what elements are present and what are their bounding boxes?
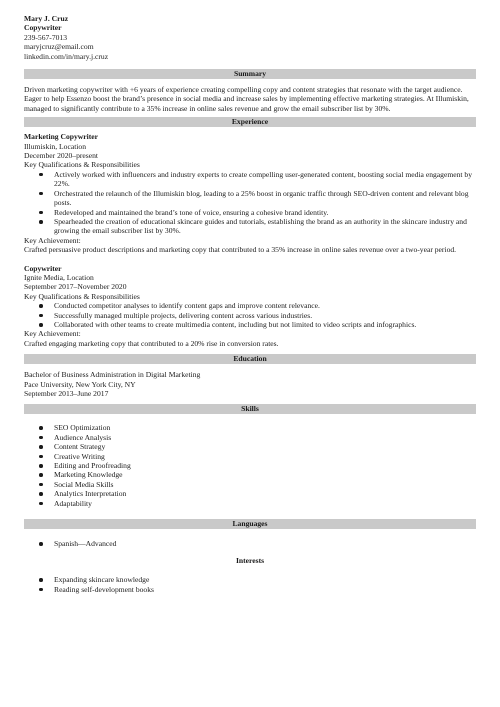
list-item: SEO Optimization: [54, 423, 476, 432]
achievement-label: Key Achievement:: [24, 329, 81, 339]
job-entry: [24, 132, 476, 254]
interests-heading: Interests: [235, 556, 265, 566]
list-item: Expanding skincare knowledge: [54, 575, 476, 584]
job-entry: [24, 264, 476, 349]
list-item: Spearheaded the creation of educational skincare guides and tutorials, establishing the brand as an authority in the skincare industry and growing the email subscriber list by 30%.: [54, 217, 476, 236]
list-item: Social Media Skills: [54, 480, 476, 489]
linkedin-url: linkedin.com/in/mary.j.cruz: [24, 51, 109, 61]
list-item: Creative Writing: [54, 452, 476, 461]
achievement-text: Crafted engaging marketing copy that contributed to a 20% rise in conversion rates.: [24, 338, 279, 348]
qualifications-label: Key Qualifications & Responsibilities: [24, 291, 140, 301]
qualifications-label: Key Qualifications & Responsibilities: [24, 160, 140, 170]
list-item: Adaptability: [54, 499, 476, 508]
resume-header: [24, 14, 476, 61]
summary-heading: Summary: [24, 69, 476, 79]
job-company: Ignite Media, Location: [24, 272, 94, 282]
achievement-label: Key Achievement:: [24, 235, 81, 245]
list-item: Actively worked with influencers and industry experts to create compelling user-generated content, boosting social media engagement by 22%.: [54, 170, 476, 189]
list-item: Marketing Knowledge: [54, 470, 476, 479]
job-dates: September 2017–November 2020: [24, 282, 127, 292]
education-entry: [24, 370, 476, 398]
list-item: Content Strategy: [54, 442, 476, 451]
achievement-text: Crafted persuasive product descriptions and marketing copy that contributed to a 35% increase in online sales revenue over a two-year period.: [24, 245, 457, 255]
languages-heading: Languages: [24, 519, 476, 529]
interests-list: [24, 575, 476, 594]
list-item: Orchestrated the relaunch of the Illumiskin blog, leading to a 25% boost in organic traffic through SEO-driven content and relevant blog posts.: [54, 189, 476, 208]
applicant-name: Mary J. Cruz: [24, 14, 69, 23]
list-item: Audience Analysis: [54, 433, 476, 442]
school: Pace University, New York City, NY: [24, 379, 136, 389]
job-bullets: [24, 301, 476, 329]
education-dates: September 2013–June 2017: [24, 389, 109, 398]
degree: Bachelor of Business Administration in Digital Marketing: [24, 370, 201, 380]
list-item: Editing and Proofreading: [54, 461, 476, 470]
list-item: Collaborated with other teams to create multimedia content, including but not limited to video scripts and infographics.: [54, 320, 476, 329]
list-item: Redeveloped and maintained the brand’s tone of voice, ensuring a cohesive brand identity.: [54, 208, 476, 217]
list-item: Spanish—Advanced: [54, 539, 476, 548]
skills-heading: Skills: [24, 404, 476, 414]
list-item: Successfully managed multiple projects, delivering content across various industries.: [54, 311, 476, 320]
experience-heading: Experience: [24, 117, 476, 127]
phone-number: 239-567-7013: [24, 32, 68, 42]
job-title: Marketing Copywriter: [24, 132, 99, 142]
list-item: Conducted competitor analyses to identify content gaps and improve content relevance.: [54, 301, 476, 310]
education-heading: Education: [24, 354, 476, 364]
applicant-title: Copywriter: [24, 23, 62, 33]
job-bullets: [24, 170, 476, 236]
list-item: Reading self-development books: [54, 585, 476, 594]
job-company: Illumiskin, Location: [24, 141, 87, 151]
list-item: Analytics Interpretation: [54, 489, 476, 498]
email-address: maryjcruz@email.com: [24, 42, 94, 52]
job-title: Copywriter: [24, 263, 62, 273]
job-dates: December 2020–present: [24, 151, 99, 161]
summary-text: Driven marketing copywriter with +6 years of experience creating compelling copy and content strategies that resonate with the target audience. Eager to help Essenzo boost the brand’s presence in social media and increase sales by implementing effective marketing strategies. At Illumiskin, managed to significantly contribute to a 35% increase in online sales revenue and grow the email subscriber list by 30%.: [24, 85, 469, 113]
skills-list: [24, 423, 476, 508]
languages-list: [24, 539, 476, 548]
